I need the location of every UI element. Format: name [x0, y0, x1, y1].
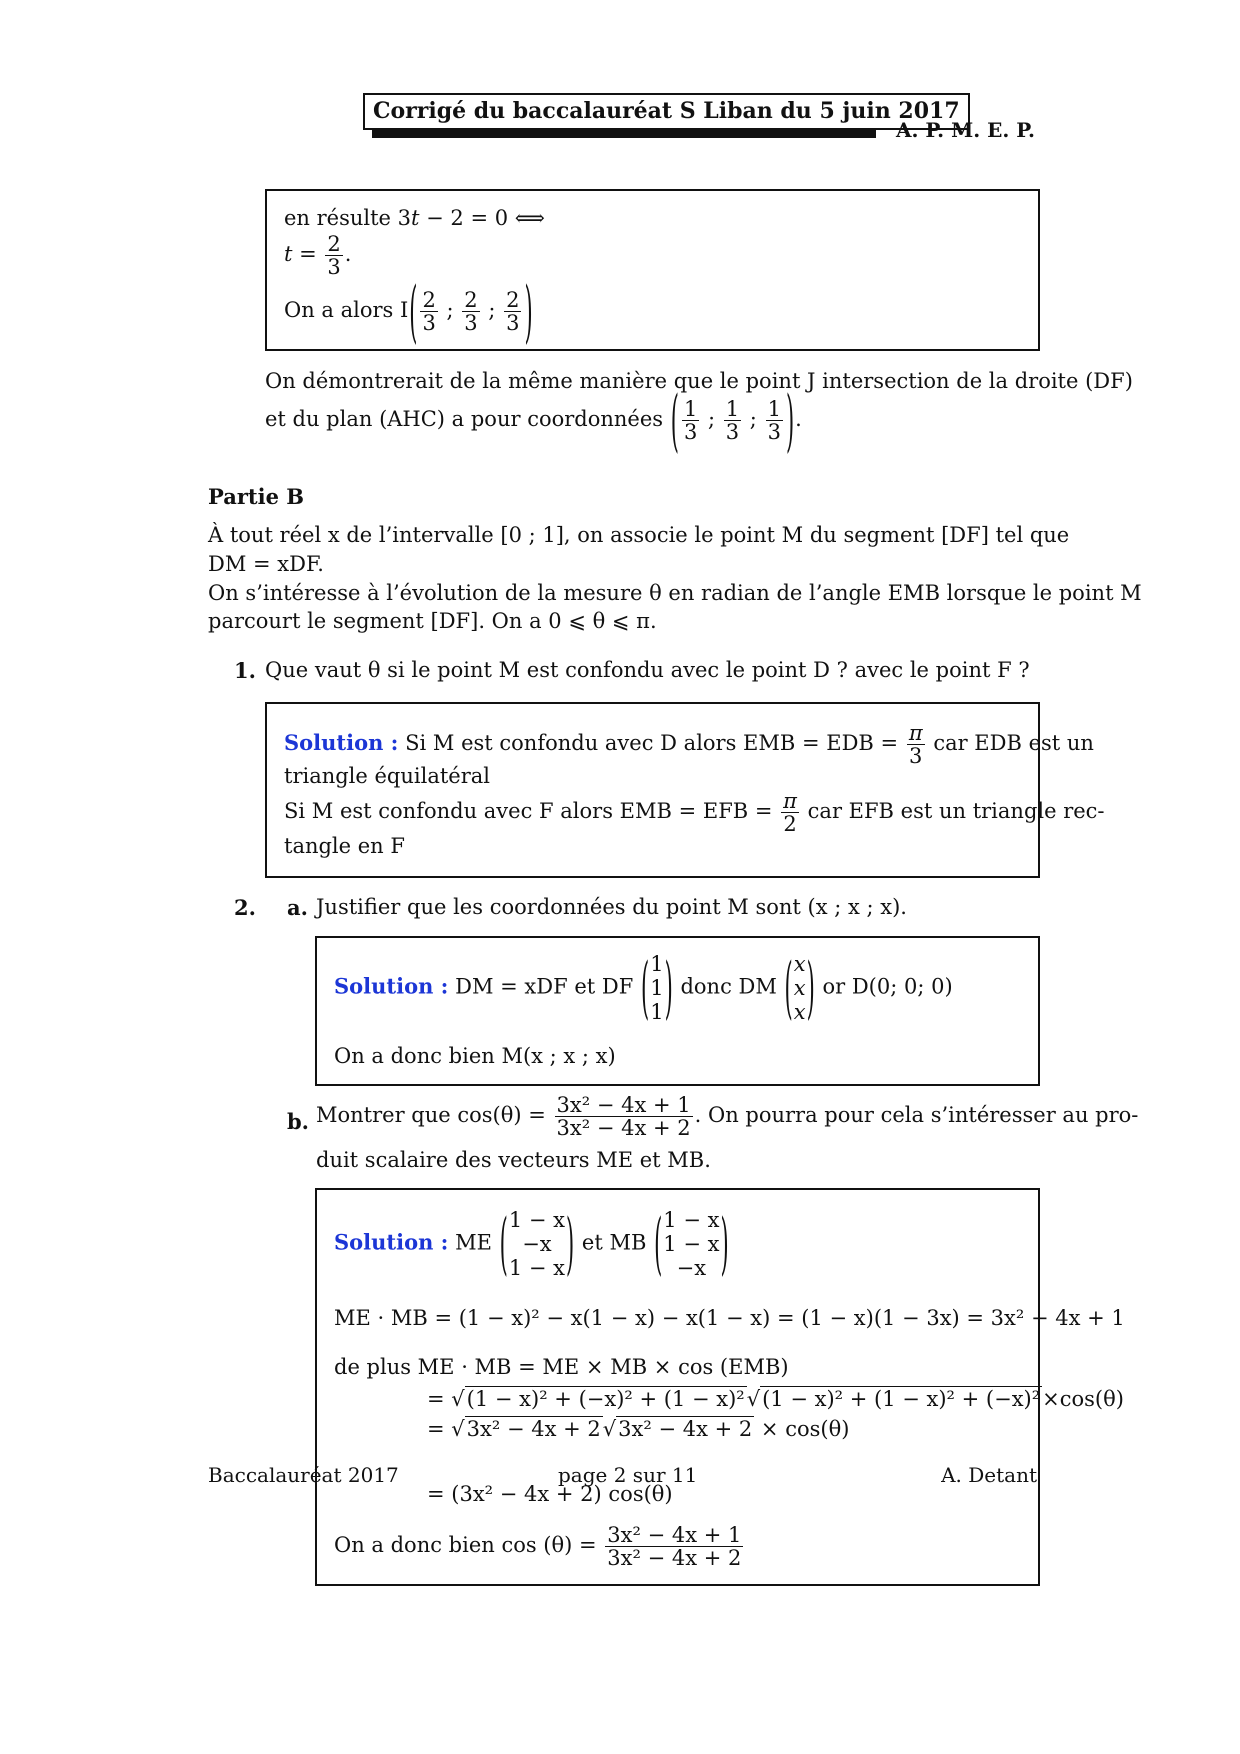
page-title: Corrigé du baccalauréat S Liban du 5 juin 2017: [363, 93, 970, 130]
q2b-text-line2: duit scalaire des vecteurs ME et MB.: [316, 1148, 711, 1172]
sol2b-line4: = √(1 − x)² + (−x)² + (1 − x)²√(1 − x)² + (1 − x)² + (−x)²×cos(θ): [427, 1387, 1124, 1411]
sol2b-line2: ME · MB = (1 − x)² − x(1 − x) − x(1 − x) = (1 − x)(1 − 3x) = 3x² − 4x + 1: [334, 1306, 1125, 1330]
sol2b-line1: Solution : ME (1 − x −x 1 − x) et MB (1 − x 1 − x −x ): [334, 1205, 729, 1283]
q2a-label: a.: [287, 895, 308, 920]
q1-number: 1.: [234, 658, 256, 683]
para-j-line1: On démontrerait de la même manière que le point J intersection de la droite (DF): [265, 369, 1133, 393]
q2-number: 2.: [234, 895, 256, 920]
partB-line4: parcourt le segment [DF]. On a 0 ⩽ θ ⩽ π.: [208, 609, 657, 633]
sol1-line2: triangle équilatéral: [284, 764, 490, 788]
q1-text: Que vaut θ si le point M est confondu avec le point D ? avec le point F ?: [265, 658, 1030, 682]
footer-page: page 2 sur 11: [558, 1463, 698, 1487]
partB-title: Partie B: [208, 484, 304, 509]
q2b-label: b.: [287, 1109, 309, 1134]
sol1-line4: tangle en F: [284, 834, 405, 858]
q2b-text-line1: Montrer que cos(θ) = $\frac{\text{3x² − 4x + 1}}{\text{3x² − 4x + 2}}$ . On pourra pour cela s’intéresser au pro-: [316, 1093, 1139, 1141]
footer-author: A. Detant: [941, 1463, 1037, 1487]
partB-line2: DM = xDF.: [208, 552, 324, 576]
solution-2b-box: [315, 1188, 1125, 1586]
sol1-line1: Solution : Si M est confondu avec D alors EMB = EDB = $\frac{\pi}{3}$ car EDB est un: [284, 721, 1094, 769]
solution-1-box: [265, 702, 1105, 878]
org-label: A. P. M. E. P.: [895, 118, 1035, 142]
sol2b-line3: de plus ME · MB = ME × MB × cos (EMB): [334, 1355, 789, 1379]
partB-line3: On s’intéresse à l’évolution de la mesure θ en radian de l’angle EMB lorsque le point M: [208, 581, 1142, 605]
q2a-text: Justifier que les coordonnées du point M sont (x ; x ; x).: [316, 895, 907, 919]
partB-line1: À tout réel x de l’intervalle [0 ; 1], on associe le point M du segment [DF] tel que: [208, 523, 1070, 547]
box1-line3: On a alors I( $\frac{2}{3}$ ; $\frac{2}{3}$ ; $\frac{2}{3}$ ): [284, 273, 533, 350]
footer-left: Baccalauréat 2017: [208, 1463, 399, 1487]
result-box: [265, 189, 1040, 351]
sol2b-line5: = √3x² − 4x + 2√3x² − 4x + 2 × cos(θ): [427, 1417, 850, 1441]
box1-line2: t = $\frac{2}{3}$ .: [284, 232, 352, 280]
sol1-line3: Si M est confondu avec F alors EMB = EFB = $\frac{\pi}{2}$ car EFB est un triangle rec-: [284, 789, 1105, 837]
sol2b-line6: = (3x² − 4x + 2) cos(θ): [427, 1482, 673, 1506]
sol2a-line1: Solution : DM = xDF et DF (1 1 1) donc DM (x x x) or D(0; 0; 0): [334, 949, 953, 1027]
para-j-line2: et du plan (AHC) a pour coordonnées ( $\frac{1}{3}$ ; $\frac{1}{3}$ ; $\frac{1}{3}$ ).: [265, 382, 802, 459]
sol2b-line7: On a donc bien cos (θ) = $\frac{\text{3x² − 4x + 1}}{\text{3x² − 4x + 2}}$: [334, 1523, 742, 1571]
solution-2a-box: [315, 936, 1040, 1086]
sol2a-line2: On a donc bien M(x ; x ; x): [334, 1044, 616, 1068]
box1-line1: en résulte 3t − 2 = 0 ⟺: [284, 206, 545, 230]
